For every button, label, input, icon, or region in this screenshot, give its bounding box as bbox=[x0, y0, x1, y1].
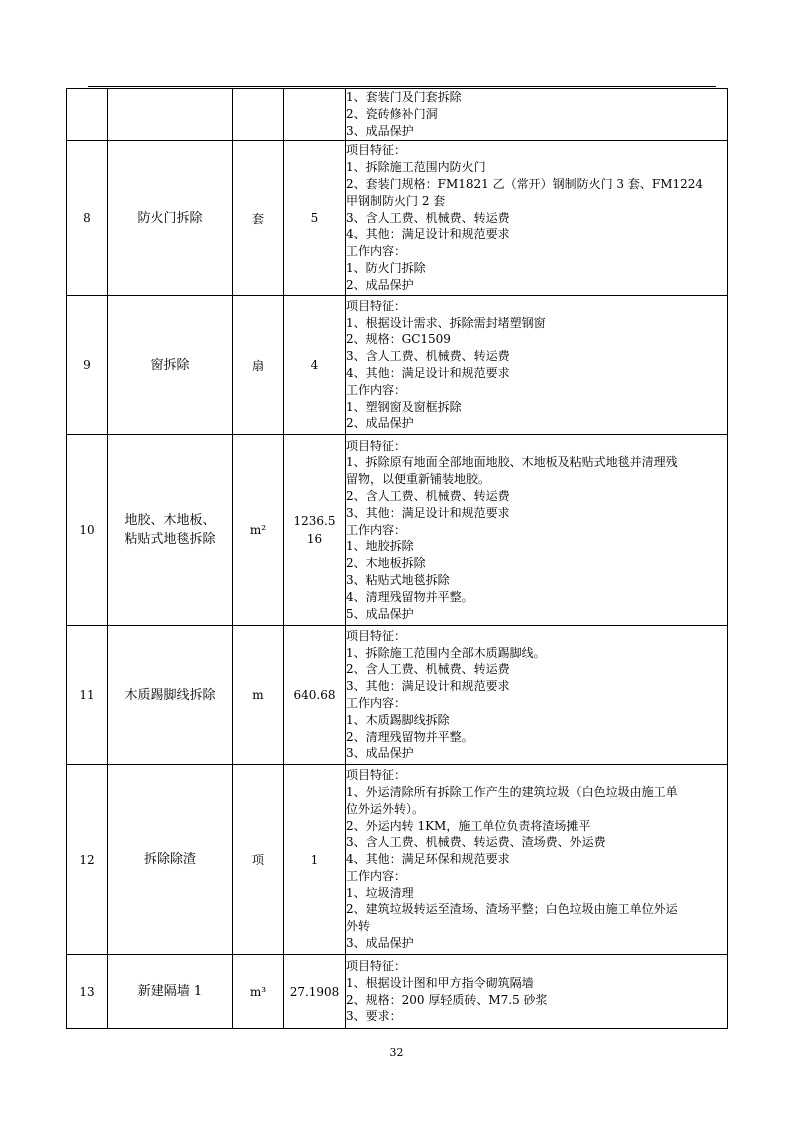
item-number-cell: 9 bbox=[67, 296, 108, 435]
description-line: 工作内容： bbox=[346, 696, 407, 710]
item-quantity-cell: 1236.516 bbox=[284, 435, 346, 626]
description-line: 3、成品保护 bbox=[346, 746, 414, 761]
item-description-cell bbox=[346, 435, 728, 626]
description-line: 3、粘贴式地毯拆除 bbox=[346, 572, 450, 587]
item-number-cell: 12 bbox=[67, 765, 108, 955]
item-quantity-cell: 640.68 bbox=[284, 626, 346, 765]
item-unit-cell: m bbox=[233, 626, 284, 765]
description-line: 4、其他：满足环保和规范要求 bbox=[346, 852, 510, 867]
description-line: 3、要求： bbox=[346, 1009, 402, 1024]
table-row bbox=[67, 89, 728, 141]
page-number: 32 bbox=[389, 1046, 404, 1059]
description-line: 1、塑钢窗及窗框拆除 bbox=[346, 399, 462, 414]
item-number-cell: 8 bbox=[67, 141, 108, 296]
description-line: 2、含人工费、机械费、转运费 bbox=[346, 662, 510, 677]
item-number-cell: 13 bbox=[67, 955, 108, 1029]
item-description-cell bbox=[346, 955, 728, 1029]
item-number-cell: 11 bbox=[67, 626, 108, 765]
table-row bbox=[67, 296, 728, 435]
description-line: 1、垃圾清理 bbox=[346, 885, 414, 900]
description-line: 2、木地板拆除 bbox=[346, 556, 426, 571]
item-name-cell: 窗拆除 bbox=[108, 296, 233, 435]
description-line: 工作内容： bbox=[346, 244, 407, 259]
table-row bbox=[67, 955, 728, 1029]
description-line: 3、含人工费、机械费、转运费、渣场费、外运费 bbox=[346, 835, 606, 850]
description-line: 2、清理残留物并平整。 bbox=[346, 729, 474, 744]
description-line: 3、其他：满足设计和规范要求 bbox=[346, 505, 510, 520]
bill-of-quantities-table bbox=[66, 88, 728, 1029]
item-unit-cell: m³ bbox=[233, 955, 284, 1029]
description-line: 位外运外转）。 bbox=[346, 801, 425, 816]
description-line: 工作内容： bbox=[346, 868, 407, 883]
description-line: 1、木质踢脚线拆除 bbox=[346, 712, 450, 727]
description-line: 项目特征： bbox=[346, 768, 407, 783]
item-description-cell bbox=[346, 626, 728, 765]
description-line: 项目特征： bbox=[346, 438, 407, 453]
item-name-cell bbox=[108, 89, 233, 141]
item-description-cell bbox=[346, 296, 728, 435]
description-line: 1、根据设计图和甲方指令砌筑隔墙 bbox=[346, 975, 534, 990]
description-line: 1、拆除施工范围内防火门 bbox=[346, 160, 486, 175]
description-line: 2、规格：GC1509 bbox=[346, 332, 451, 347]
description-line: 项目特征： bbox=[346, 958, 407, 973]
description-line: 3、含人工费、机械费、转运费 bbox=[346, 210, 510, 225]
description-line: 4、清理残留物并平整。 bbox=[346, 589, 474, 604]
description-line: 项目特征： bbox=[346, 143, 407, 158]
item-quantity-cell: 1 bbox=[284, 765, 346, 955]
description-line: 2、规格：200 厚轻质砖、M7.5 砂浆 bbox=[346, 992, 548, 1007]
item-unit-cell: m² bbox=[233, 435, 284, 626]
description-line: 1、套装门及门套拆除 bbox=[346, 90, 462, 105]
item-unit-cell bbox=[233, 89, 284, 141]
table-row bbox=[67, 435, 728, 626]
description-line: 项目特征： bbox=[346, 628, 407, 643]
table-row bbox=[67, 141, 728, 296]
description-line: 2、瓷砖修补门洞 bbox=[346, 107, 438, 122]
description-line: 3、成品保护 bbox=[346, 936, 414, 951]
description-line: 2、成品保护 bbox=[346, 277, 414, 292]
description-line: 4、其他：满足设计和规范要求 bbox=[346, 227, 510, 242]
description-line: 1、地胶拆除 bbox=[346, 539, 414, 554]
item-quantity-cell bbox=[284, 89, 346, 141]
description-line: 5、成品保护 bbox=[346, 606, 414, 621]
description-line: 1、外运清除所有拆除工作产生的建筑垃圾（白色垃圾由施工单 bbox=[346, 784, 678, 799]
item-unit-cell: 扇 bbox=[233, 296, 284, 435]
description-line: 3、成品保护 bbox=[346, 123, 414, 138]
item-description-cell bbox=[346, 141, 728, 296]
description-line: 工作内容： bbox=[346, 382, 407, 397]
item-description-cell bbox=[346, 765, 728, 955]
description-line: 1、拆除原有地面全部地面地胶、木地板及粘贴式地毯并清理残 bbox=[346, 455, 678, 470]
item-description-cell bbox=[346, 89, 728, 141]
description-line: 1、防火门拆除 bbox=[346, 260, 426, 275]
description-line: 1、拆除施工范围内全部木质踢脚线。 bbox=[346, 645, 546, 660]
item-quantity-cell: 27.1908 bbox=[284, 955, 346, 1029]
description-line: 甲钢制防火门 2 套 bbox=[346, 193, 446, 208]
description-line: 工作内容： bbox=[346, 522, 407, 537]
description-line: 外转 bbox=[346, 919, 371, 934]
item-name-cell: 木质踢脚线拆除 bbox=[108, 626, 233, 765]
item-number-cell: 10 bbox=[67, 435, 108, 626]
table-row bbox=[67, 765, 728, 955]
item-quantity-cell: 5 bbox=[284, 141, 346, 296]
description-line: 2、建筑垃圾转运至渣场、渣场平整；白色垃圾由施工单位外运 bbox=[346, 902, 678, 917]
description-line: 2、外运内转 1KM，施工单位负责将渣场摊平 bbox=[346, 818, 591, 833]
table-row bbox=[67, 626, 728, 765]
description-line: 项目特征： bbox=[346, 298, 407, 313]
description-line: 3、其他：满足设计和规范要求 bbox=[346, 679, 510, 694]
item-unit-cell: 套 bbox=[233, 141, 284, 296]
item-name-cell: 拆除除渣 bbox=[108, 765, 233, 955]
description-line: 留物，以便重新铺装地胶。 bbox=[346, 472, 491, 487]
description-line: 2、成品保护 bbox=[346, 416, 414, 431]
table-body bbox=[67, 89, 728, 1029]
description-line: 1、根据设计需求、拆除需封堵塑钢窗 bbox=[346, 315, 546, 330]
item-quantity-cell: 4 bbox=[284, 296, 346, 435]
header-rule bbox=[88, 86, 716, 87]
item-name-cell: 防火门拆除 bbox=[108, 141, 233, 296]
description-line: 2、套装门规格：FM1821 乙（常开）钢制防火门 3 套、FM1224 bbox=[346, 177, 704, 191]
description-line: 4、其他：满足设计和规范要求 bbox=[346, 366, 510, 380]
item-unit-cell: 项 bbox=[233, 765, 284, 955]
item-number-cell bbox=[67, 89, 108, 141]
description-line: 2、含人工费、机械费、转运费 bbox=[346, 489, 510, 503]
item-name-cell: 新建隔墙 1 bbox=[108, 955, 233, 1029]
item-name-cell: 地胶、木地板、粘贴式地毯拆除 bbox=[108, 435, 233, 626]
description-line: 3、含人工费、机械费、转运费 bbox=[346, 349, 510, 364]
